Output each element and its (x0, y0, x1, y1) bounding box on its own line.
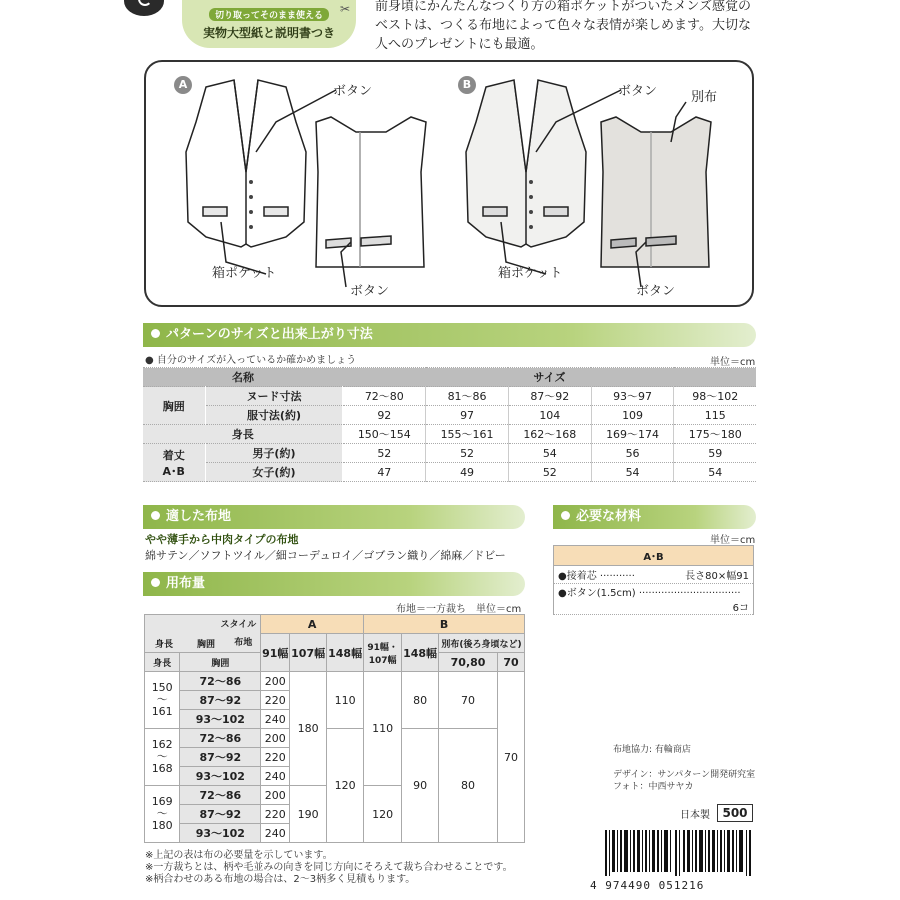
yardage-section-header (143, 572, 525, 596)
style-b-header: B (364, 615, 525, 634)
height-range: 150 〜 161 (145, 672, 180, 729)
a-button-label: ボタン (333, 84, 373, 99)
table-cell: 175〜180 (674, 425, 756, 444)
table-cell: 93〜97 (591, 387, 674, 406)
table-cell: 110 (327, 672, 364, 729)
table-cell: 155〜161 (426, 425, 509, 444)
col-o91: 70,80 (439, 653, 498, 672)
a-pocket-label: 箱ポケット (212, 266, 277, 281)
yardage-table (144, 614, 525, 843)
fabric-section-title: 適した布地 (166, 509, 232, 524)
materials-table (553, 545, 754, 615)
header-name: 名称 (143, 368, 343, 387)
yardage-section-title: 用布量 (166, 576, 206, 591)
b-button-label: ボタン (618, 84, 658, 99)
intro-text: 前身頃にかんたんなつくり方の箱ポケットがついたメンズ感覚のベストは、つくる布地によって色々な表情が楽しめます。大切な人へのプレゼントにも最適。 (375, 0, 751, 52)
label-male: 男子(約) (205, 444, 343, 463)
chest-range: 87〜92 (180, 805, 261, 824)
table-cell: 220 (261, 805, 290, 824)
table-cell: 81〜86 (426, 387, 509, 406)
price-box: 500 (717, 804, 753, 822)
label-female: 女子(約) (205, 463, 343, 482)
chest-range: 93〜102 (180, 824, 261, 843)
diagonal-header: スタイル 布地 身長 胸囲 (145, 615, 261, 653)
chest-range: 87〜92 (180, 748, 261, 767)
table-cell: 52 (508, 463, 591, 482)
table-cell: 52 (343, 444, 426, 463)
table-cell: 110 (364, 672, 402, 786)
col-a107: 107幅 (290, 634, 327, 672)
table-cell: 220 (261, 691, 290, 710)
size-section-header (143, 323, 756, 347)
table-cell: 97 (426, 406, 509, 425)
table-cell: 80 (402, 672, 439, 729)
illustration-panel (144, 60, 754, 307)
table-cell: 240 (261, 710, 290, 729)
chest-range: 72〜86 (180, 786, 261, 805)
fabric-line-1: やや薄手から中肉タイプの布地 (145, 533, 299, 546)
chest-range: 72〜86 (180, 729, 261, 748)
size-section-title: パターンのサイズと出来上がり寸法 (166, 327, 373, 342)
table-cell: 59 (674, 444, 756, 463)
table-cell: 54 (591, 463, 674, 482)
table-cell: 52 (426, 444, 509, 463)
col-o107: 70 (498, 653, 525, 672)
size-table (143, 367, 756, 482)
chest-range: 87〜92 (180, 691, 261, 710)
fabric-section-header (143, 505, 525, 529)
materials-section-title: 必要な材料 (576, 509, 642, 524)
footnote: ※上記の表は布の必要量を示しています。 (145, 850, 333, 861)
table-cell: 90 (402, 729, 439, 843)
label-height: 身長 (143, 425, 343, 444)
table-cell: 109 (591, 406, 674, 425)
footnote: ※一方裁ちとは、柄や毛並みの向きを同じ方向にそろえて裁ち合わせることです。 (145, 862, 513, 873)
barcode-number: 4 974490 051216 (590, 879, 705, 892)
materials-unit: 単位＝cm (710, 535, 756, 546)
table-cell: 240 (261, 824, 290, 843)
logo-mark (124, 0, 164, 16)
chest-range: 93〜102 (180, 767, 261, 786)
table-cell: 56 (591, 444, 674, 463)
material-item: ●接着芯 ··········· 長さ80×幅91 (554, 566, 754, 584)
table-cell: 169〜174 (591, 425, 674, 444)
style-b-marker: B (458, 76, 476, 94)
table-cell: 200 (261, 729, 290, 748)
label-garment: 服寸法(約) (205, 406, 343, 425)
table-cell: 180 (290, 672, 327, 786)
label-chest: 胸囲 (180, 653, 261, 672)
label-length: 着丈 A･B (143, 444, 205, 482)
col-b91-107: 91幅・107幅 (364, 634, 402, 672)
size-unit: 単位＝cm (710, 357, 756, 368)
feature-badge (182, 0, 356, 48)
label-nude: ヌード寸法 (205, 387, 343, 406)
table-cell: 54 (674, 463, 756, 482)
table-cell: 72〜80 (343, 387, 426, 406)
style-a-marker: A (174, 76, 192, 94)
table-cell: 200 (261, 672, 290, 691)
b-button-bottom-label: ボタン (636, 284, 676, 299)
credit-design: デザイン：サンパターン開発研究室 (613, 770, 756, 780)
table-cell: 104 (508, 406, 591, 425)
height-range: 169 〜 180 (145, 786, 180, 843)
table-cell: 120 (364, 786, 402, 843)
table-cell: 240 (261, 767, 290, 786)
material-item: ●ボタン(1.5cm) ································ 6コ (554, 584, 754, 615)
col-a148: 148幅 (327, 634, 364, 672)
made-in-label: 日本製 (680, 810, 710, 821)
size-note: ● 自分のサイズが入っているか確かめましょう (145, 355, 357, 366)
col-a91: 91幅 (261, 634, 290, 672)
label-height: 身長 (145, 653, 180, 672)
header-size: サイズ (343, 368, 756, 387)
badge-small-text: 切り取ってそのまま使える (209, 8, 329, 21)
b-other-fabric-label: 別布 (691, 90, 718, 105)
style-a-header: A (261, 615, 364, 634)
table-cell: 92 (343, 406, 426, 425)
table-cell: 162〜168 (508, 425, 591, 444)
table-cell: 70 (498, 672, 525, 843)
table-cell: 200 (261, 786, 290, 805)
col-b148: 148幅 (402, 634, 439, 672)
table-cell: 150〜154 (343, 425, 426, 444)
footnote: ※柄合わせのある布地の場合は、2〜3柄多く見積もります。 (145, 874, 416, 885)
label-chest: 胸囲 (143, 387, 205, 425)
scissors-icon: ✂ (340, 2, 351, 16)
col-other: 別布(後ろ身頃など) (439, 634, 525, 653)
table-cell: 54 (508, 444, 591, 463)
table-cell: 80 (439, 729, 498, 843)
barcode-image (605, 830, 755, 876)
b-pocket-label: 箱ポケット (498, 266, 563, 281)
table-cell: 120 (327, 729, 364, 843)
table-cell: 70 (439, 672, 498, 729)
materials-section-header (553, 505, 756, 529)
chest-range: 72〜86 (180, 672, 261, 691)
yardage-footnotes (145, 850, 513, 886)
table-cell: 220 (261, 748, 290, 767)
badge-big-text: 実物大型紙と説明書つき (202, 26, 335, 40)
height-range: 162 〜 168 (145, 729, 180, 786)
table-cell: 49 (426, 463, 509, 482)
fabric-line-2: 綿サテン／ソフトツイル／細コーデュロイ／ゴブラン織り／綿麻／ドビー (145, 549, 506, 562)
credit-fabric: 布地協力: 有輪商店 (613, 745, 691, 755)
table-cell: 87〜92 (508, 387, 591, 406)
table-cell: 190 (290, 786, 327, 843)
chest-range: 93〜102 (180, 710, 261, 729)
yardage-unit: 布地＝一方裁ち 単位＝cm (396, 604, 522, 615)
materials-head: A･B (554, 546, 754, 566)
a-button-bottom-label: ボタン (350, 284, 390, 299)
credit-photo: フォト：中西サヤカ (613, 782, 694, 792)
table-cell: 98〜102 (674, 387, 756, 406)
table-cell: 47 (343, 463, 426, 482)
table-cell: 115 (674, 406, 756, 425)
